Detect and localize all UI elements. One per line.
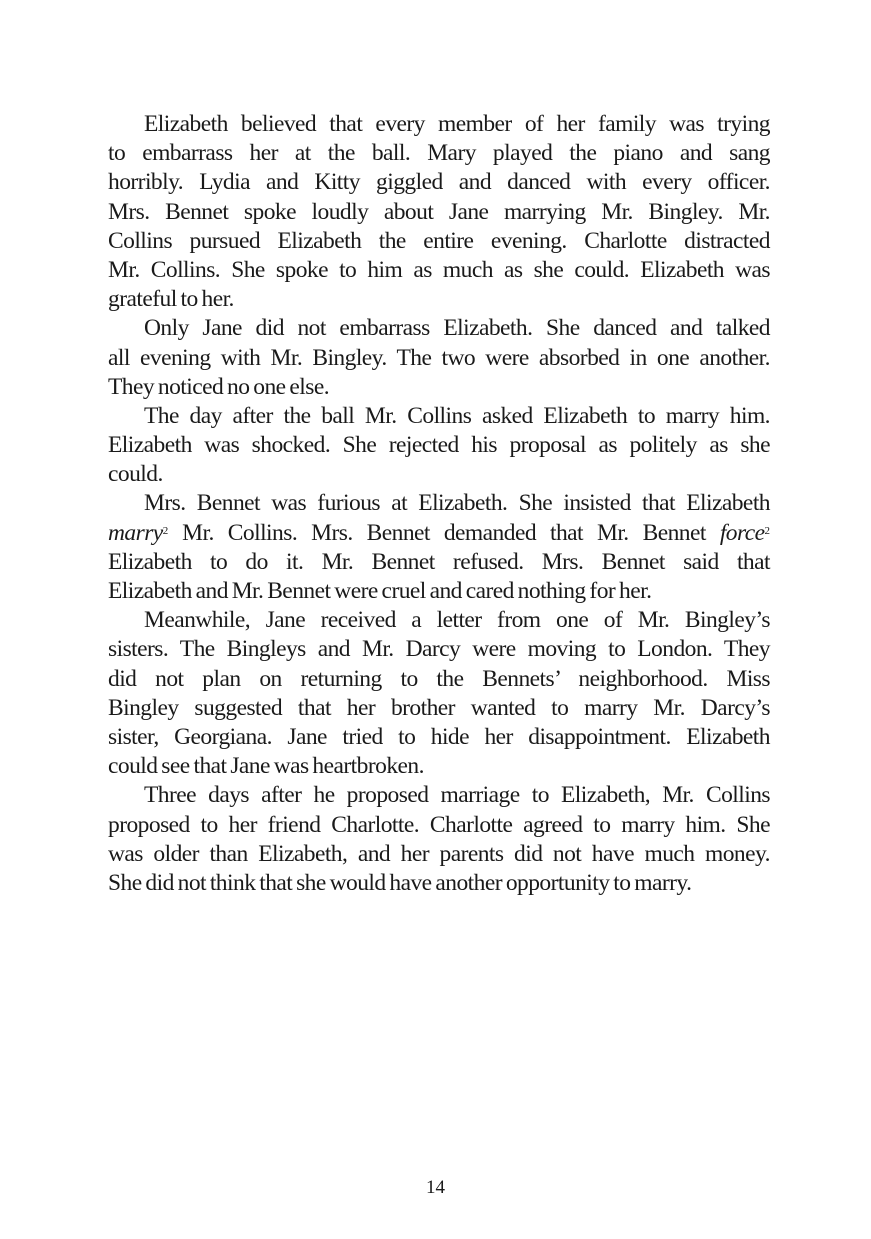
paragraph [108, 402, 770, 490]
footnote-marker: 2 [764, 524, 770, 537]
text-line: was older than Elizabeth, and her parents did not have much money. [108, 840, 770, 867]
text-line: did not plan on returning to the Bennets’ neighborhood. Miss [108, 665, 770, 692]
text-line: Mrs. Bennet spoke loudly about Jane marrying Mr. Bingley. Mr. [108, 198, 770, 225]
text-line: could see that Jane was heartbroken. [108, 753, 424, 780]
text-line: all evening with Mr. Bingley. The two were absorbed in one another. [108, 344, 770, 371]
text-line: Elizabeth to do it. Mr. Bennet refused. Mrs. Bennet said that [108, 548, 770, 575]
paragraph [108, 781, 770, 898]
page-number: 14 [426, 1177, 445, 1198]
paragraph [108, 314, 770, 402]
text-line: Three days after he proposed marriage to Elizabeth, Mr. Collins [144, 782, 770, 809]
text-line: sisters. The Bingleys and Mr. Darcy were moving to London. They [108, 636, 770, 663]
paragraph [108, 110, 770, 314]
text-line [108, 519, 770, 548]
paragraph [108, 489, 770, 606]
text-line: sister, Georgiana. Jane tried to hide her disappointment. Elizabeth [108, 723, 770, 750]
text-line: Meanwhile, Jane received a letter from one of Mr. Bingley’s [144, 607, 770, 634]
footnote-marker: 2 [162, 524, 169, 537]
text-line: to embarrass her at the ball. Mary played the piano and sang [108, 140, 770, 167]
paragraph [108, 606, 770, 781]
text-line: Bingley suggested that her brother wanted to marry Mr. Darcy’s [108, 694, 770, 721]
text-line: Elizabeth was shocked. She rejected his proposal as politely as she [108, 432, 770, 459]
text-line: The day after the ball Mr. Collins asked Elizabeth to marry him. [144, 402, 770, 429]
glossary-word: marry [108, 519, 163, 546]
text-line: Elizabeth and Mr. Bennet were cruel and cared nothing for her. [108, 578, 652, 604]
text-line: grateful to her. [108, 286, 234, 313]
text-line: Collins pursued Elizabeth the entire evening. Charlotte distracted [108, 227, 770, 254]
text-line: horribly. Lydia and Kitty giggled and danced with every officer. [108, 169, 770, 196]
glossary-word: force [719, 519, 765, 546]
text-segment: Mr. Collins. Mrs. Bennet demanded that Mr. Bennet [168, 519, 720, 546]
text-line: Mr. Collins. She spoke to him as much as she could. Elizabeth was [108, 256, 770, 283]
text-line: They noticed no one else. [108, 373, 330, 400]
text-line: could. [108, 461, 163, 488]
text-line: proposed to her friend Charlotte. Charlotte agreed to marry him. She [108, 811, 770, 838]
text-line: She did not think that she would have another opportunity to marry. [108, 869, 692, 896]
text-line: Mrs. Bennet was furious at Elizabeth. She insisted that Elizabeth [144, 490, 770, 517]
text-line: Only Jane did not embarrass Elizabeth. She danced and talked [144, 315, 770, 342]
text-line: Elizabeth believed that every member of her family was trying [144, 111, 770, 137]
body-text [108, 110, 770, 898]
